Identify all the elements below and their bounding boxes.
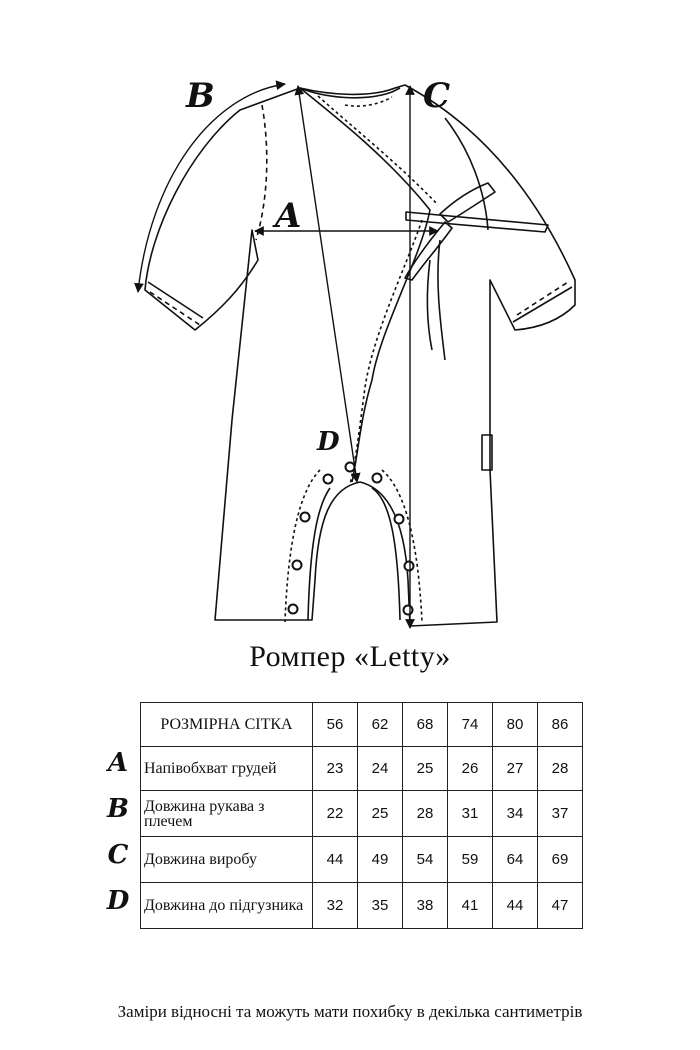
label-b: B bbox=[186, 76, 215, 116]
table-cell: 49 bbox=[358, 837, 403, 883]
row-letter-a: A bbox=[107, 748, 129, 778]
row-letter-c: C bbox=[107, 840, 129, 870]
size-header: 68 bbox=[403, 703, 448, 747]
table-cell: 28 bbox=[538, 747, 583, 791]
table-cell: 47 bbox=[538, 883, 583, 929]
measure-d-arrow bbox=[298, 86, 357, 482]
size-header: 86 bbox=[538, 703, 583, 747]
romper-outline bbox=[145, 85, 575, 626]
snap-band bbox=[308, 488, 330, 620]
measure-name: Довжина виробу bbox=[141, 837, 313, 883]
table-cell: 25 bbox=[403, 747, 448, 791]
table-row bbox=[141, 883, 583, 929]
table-cell: 22 bbox=[313, 791, 358, 837]
size-header: 62 bbox=[358, 703, 403, 747]
tie-bow bbox=[406, 212, 548, 232]
label-d: D bbox=[317, 427, 340, 457]
table-cell: 31 bbox=[448, 791, 493, 837]
footnote: Заміри відносні та можуть мати похибку в декілька сантиметрів bbox=[117, 1002, 583, 1021]
table-header-row bbox=[141, 703, 583, 747]
table-cell: 26 bbox=[448, 747, 493, 791]
table-cell: 23 bbox=[313, 747, 358, 791]
table-cell: 34 bbox=[493, 791, 538, 837]
table-cell: 64 bbox=[493, 837, 538, 883]
size-header: 56 bbox=[313, 703, 358, 747]
right-sleeve-cuff bbox=[513, 287, 572, 322]
table-cell: 32 bbox=[313, 883, 358, 929]
table-cell: 27 bbox=[493, 747, 538, 791]
table-cell: 54 bbox=[403, 837, 448, 883]
size-table bbox=[140, 702, 583, 929]
table-cell: 25 bbox=[358, 791, 403, 837]
table-cell: 44 bbox=[313, 837, 358, 883]
measure-name: Довжина до підгузника bbox=[141, 883, 313, 929]
table-cell: 41 bbox=[448, 883, 493, 929]
table-row bbox=[141, 747, 583, 791]
measure-name: Напівобхват грудей bbox=[141, 747, 313, 791]
table-cell: 59 bbox=[448, 837, 493, 883]
size-header: 80 bbox=[493, 703, 538, 747]
table-cell: 24 bbox=[358, 747, 403, 791]
table-cell: 38 bbox=[403, 883, 448, 929]
measure-name: Довжина рукава з плечем bbox=[141, 791, 313, 837]
table-cell: 35 bbox=[358, 883, 403, 929]
table-cell: 37 bbox=[538, 791, 583, 837]
row-letter-b: B bbox=[107, 794, 129, 824]
table-cell: 69 bbox=[538, 837, 583, 883]
table-row bbox=[141, 791, 583, 837]
table-row bbox=[141, 837, 583, 883]
size-header: 74 bbox=[448, 703, 493, 747]
table-cell: 28 bbox=[403, 791, 448, 837]
size-chart-label: РОЗМІРНА СІТКА bbox=[141, 703, 313, 747]
label-a: A bbox=[275, 196, 302, 236]
label-c: C bbox=[423, 76, 451, 116]
table-cell: 44 bbox=[493, 883, 538, 929]
row-letter-d: D bbox=[106, 886, 130, 916]
product-title: Ромпер «Letty» bbox=[249, 640, 451, 673]
